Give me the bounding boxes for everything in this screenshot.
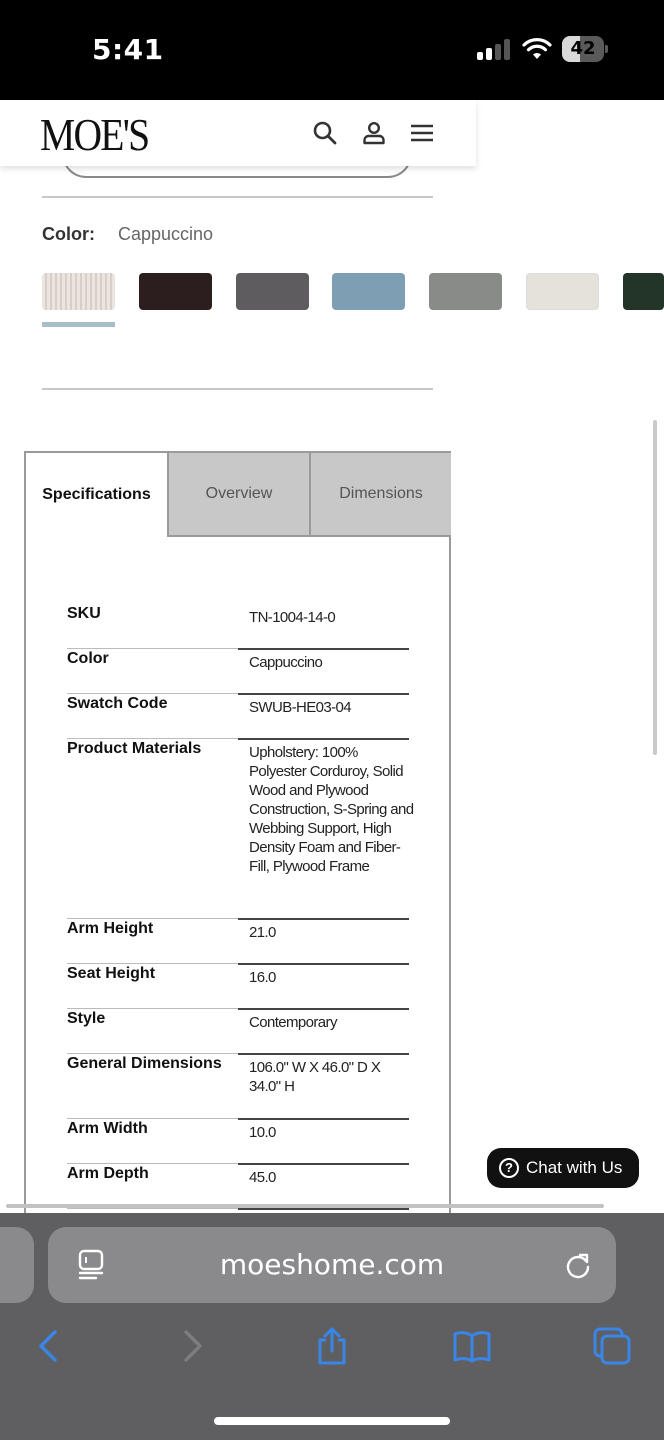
previous-tab-preview[interactable] — [0, 1227, 34, 1303]
account-icon[interactable] — [361, 120, 387, 146]
menu-icon[interactable] — [409, 120, 435, 146]
row-divider — [67, 918, 238, 919]
spec-label: Arm Depth — [67, 1165, 149, 1182]
color-swatch[interactable] — [526, 273, 599, 310]
spec-value: 16.0 — [249, 969, 276, 986]
help-icon: ? — [499, 1158, 519, 1178]
search-icon[interactable] — [312, 120, 338, 146]
spec-label: SKU — [67, 605, 101, 622]
spec-label: Arm Height — [67, 920, 154, 937]
moes-logo[interactable]: MOE'S — [40, 109, 149, 160]
divider — [42, 196, 433, 198]
spec-label: Arm Width — [67, 1120, 148, 1137]
spec-row — [67, 965, 407, 1010]
row-divider — [238, 1208, 409, 1210]
spec-value: Upholstery: 100% Polyester Corduroy, Solid Wood and Plywood Construction, S-Spring and Webbing Support, High Density Foam and Fiber-Fill, Plywood Frame — [249, 744, 414, 875]
spec-row — [67, 695, 407, 740]
back-icon[interactable] — [29, 1326, 69, 1366]
color-swatch[interactable] — [139, 273, 212, 310]
spec-label: Color — [67, 650, 109, 667]
battery-icon — [562, 36, 608, 62]
chat-label: Chat with Us — [526, 1158, 623, 1177]
color-swatch[interactable] — [236, 273, 309, 310]
spec-value: 45.0 — [249, 1169, 276, 1186]
chat-with-us-button[interactable] — [487, 1148, 639, 1188]
selected-swatch-indicator — [42, 322, 115, 327]
cellular-signal-icon — [477, 38, 511, 60]
row-divider — [67, 693, 238, 694]
row-divider — [67, 738, 238, 739]
spec-value: 106.0" W X 46.0" D X 34.0" H — [249, 1059, 381, 1095]
spec-row — [67, 1120, 407, 1165]
spec-value: 10.0 — [249, 1124, 276, 1141]
spec-row — [67, 920, 407, 965]
spec-label: Seat Height — [67, 965, 156, 982]
row-divider — [67, 648, 238, 649]
tab-specifications[interactable]: Specifications — [26, 453, 167, 537]
spec-value: TN-1004-14-0 — [249, 609, 336, 626]
spec-row — [67, 605, 407, 650]
share-icon[interactable] — [312, 1326, 352, 1366]
vertical-scroll-indicator — [653, 420, 657, 755]
url-text: moeshome.com — [219, 1248, 445, 1281]
spec-row — [67, 1055, 407, 1120]
spec-label: General Dimensions — [67, 1055, 222, 1072]
product-info-panel — [24, 451, 451, 1231]
spec-row — [67, 740, 414, 920]
browser-toolbar — [0, 1213, 664, 1440]
row-divider — [67, 1118, 238, 1119]
battery-percentage: 42 — [570, 38, 596, 59]
tabs-icon[interactable] — [592, 1326, 632, 1366]
spec-value: Cappuccino — [249, 654, 323, 671]
spec-row — [67, 1010, 407, 1055]
spec-label: Swatch Code — [67, 695, 168, 712]
row-divider — [67, 1208, 238, 1209]
row-divider — [67, 963, 238, 964]
forward-icon[interactable] — [172, 1326, 212, 1366]
spec-value: Contemporary — [249, 1014, 337, 1031]
spec-value: 21.0 — [249, 924, 276, 941]
spec-label: Style — [67, 1010, 106, 1027]
color-label: Color: — [42, 224, 95, 244]
site-header — [0, 100, 476, 166]
color-value: Cappuccino — [118, 224, 214, 244]
color-swatch[interactable] — [332, 273, 405, 310]
spec-row — [67, 650, 407, 695]
tab-dimensions[interactable]: Dimensions — [309, 453, 451, 537]
reload-icon[interactable] — [564, 1251, 592, 1279]
bookmarks-icon[interactable] — [452, 1326, 492, 1366]
row-divider — [67, 1053, 238, 1054]
color-swatch[interactable] — [42, 273, 115, 310]
divider — [42, 388, 433, 390]
color-selection — [42, 224, 214, 245]
row-divider — [67, 1008, 238, 1009]
home-indicator[interactable] — [214, 1417, 450, 1425]
status-bar — [0, 0, 664, 100]
tab-overview[interactable]: Overview — [167, 453, 309, 537]
color-swatch[interactable] — [623, 273, 664, 310]
status-time: 5:41 — [92, 33, 164, 66]
spec-value: SWUB-HE03-04 — [249, 699, 351, 716]
address-bar[interactable] — [48, 1227, 616, 1303]
horizontal-scroll-indicator — [6, 1204, 604, 1208]
row-divider — [67, 1163, 238, 1164]
spec-label: Product Materials — [67, 740, 202, 757]
color-swatch[interactable] — [429, 273, 502, 310]
wifi-icon — [522, 37, 552, 61]
